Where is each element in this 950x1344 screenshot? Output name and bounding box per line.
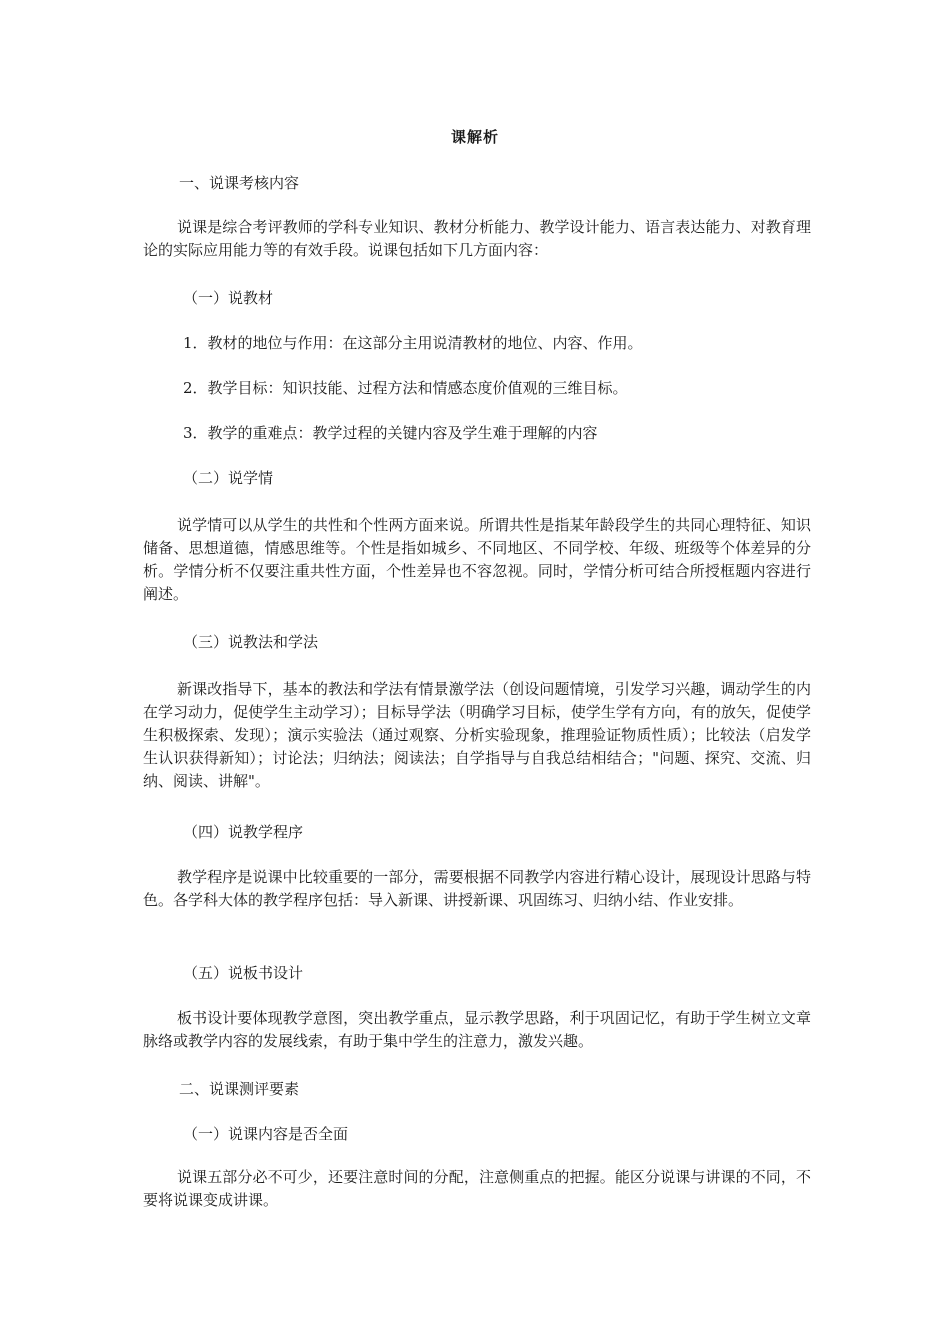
methods-body: 新课改指导下，基本的教法和学法有情景激学法（创设问题情境，引发学习兴趣，调动学生的内在学习动力，促使学生主动学习）；目标导学法（明确学习目标，使学生学有方向，有的放矢，促使学生积极探索、发现）；演示实验法（通过观察、分析实验现象，推理验证物质性质）；比较法（启发学生认识获得新知）；讨论法；归纳法；阅读法；自学指导与自我总结相结合；"问题、探究、交流、归纳、阅读、讲解"。	[143, 680, 811, 790]
completeness-body: 说课五部分必不可少，还要注意时间的分配，注意侧重点的把握。能区分说课与讲课的不同，不要将说课变成讲课。	[143, 1168, 811, 1209]
subsection-heading-blackboard: （五）说板书设计	[183, 964, 304, 982]
blackboard-body: 板书设计要体现教学意图，突出教学重点，显示教学思路，利于巩固记忆，有助于学生树立文章脉络或教学内容的发展线索，有助于集中学生的注意力，激发兴趣。	[143, 1009, 811, 1050]
section-1-intro: 说课是综合考评教师的学科专业知识、教材分析能力、教学设计能力、语言表达能力、对教育理论的实际应用能力等的有效手段。说课包括如下几方面内容：	[143, 218, 811, 259]
document-title: 课解析	[450, 128, 499, 146]
section-heading-1: 一、说课考核内容	[179, 174, 300, 192]
student-situation-body: 说学情可以从学生的共性和个性两方面来说。所谓共性是指某年龄段学生的共同心理特征、知识储备、思想道德，情感思维等。个性是指如城乡、不同地区、不同学校、年级、班级等个体差异的分析。学情分析不仅要注重共性方面，个性差异也不容忽视。同时，学情分析可结合所授框题内容进行阐述。	[143, 516, 811, 603]
subsection-heading-procedure: （四）说教学程序	[183, 823, 304, 841]
subsection-heading-teaching-material: （一）说教材	[183, 289, 274, 307]
list-item-3: 3．教学的重难点：教学过程的关键内容及学生难于理解的内容	[183, 424, 598, 442]
section-heading-2: 二、说课测评要素	[179, 1080, 300, 1098]
subsection-heading-completeness: （一）说课内容是否全面	[183, 1125, 349, 1143]
list-item-1: 1．教材的地位与作用：在这部分主用说清教材的地位、内容、作用。	[183, 334, 643, 352]
subsection-heading-student-situation: （二）说学情	[183, 469, 274, 487]
subsection-heading-methods: （三）说教法和学法	[183, 633, 319, 651]
procedure-body: 教学程序是说课中比较重要的一部分，需要根据不同教学内容进行精心设计，展现设计思路与特色。各学科大体的教学程序包括：导入新课、讲授新课、巩固练习、归纳小结、作业安排。	[143, 868, 811, 909]
list-item-2: 2．教学目标：知识技能、过程方法和情感态度价值观的三维目标。	[183, 379, 628, 397]
